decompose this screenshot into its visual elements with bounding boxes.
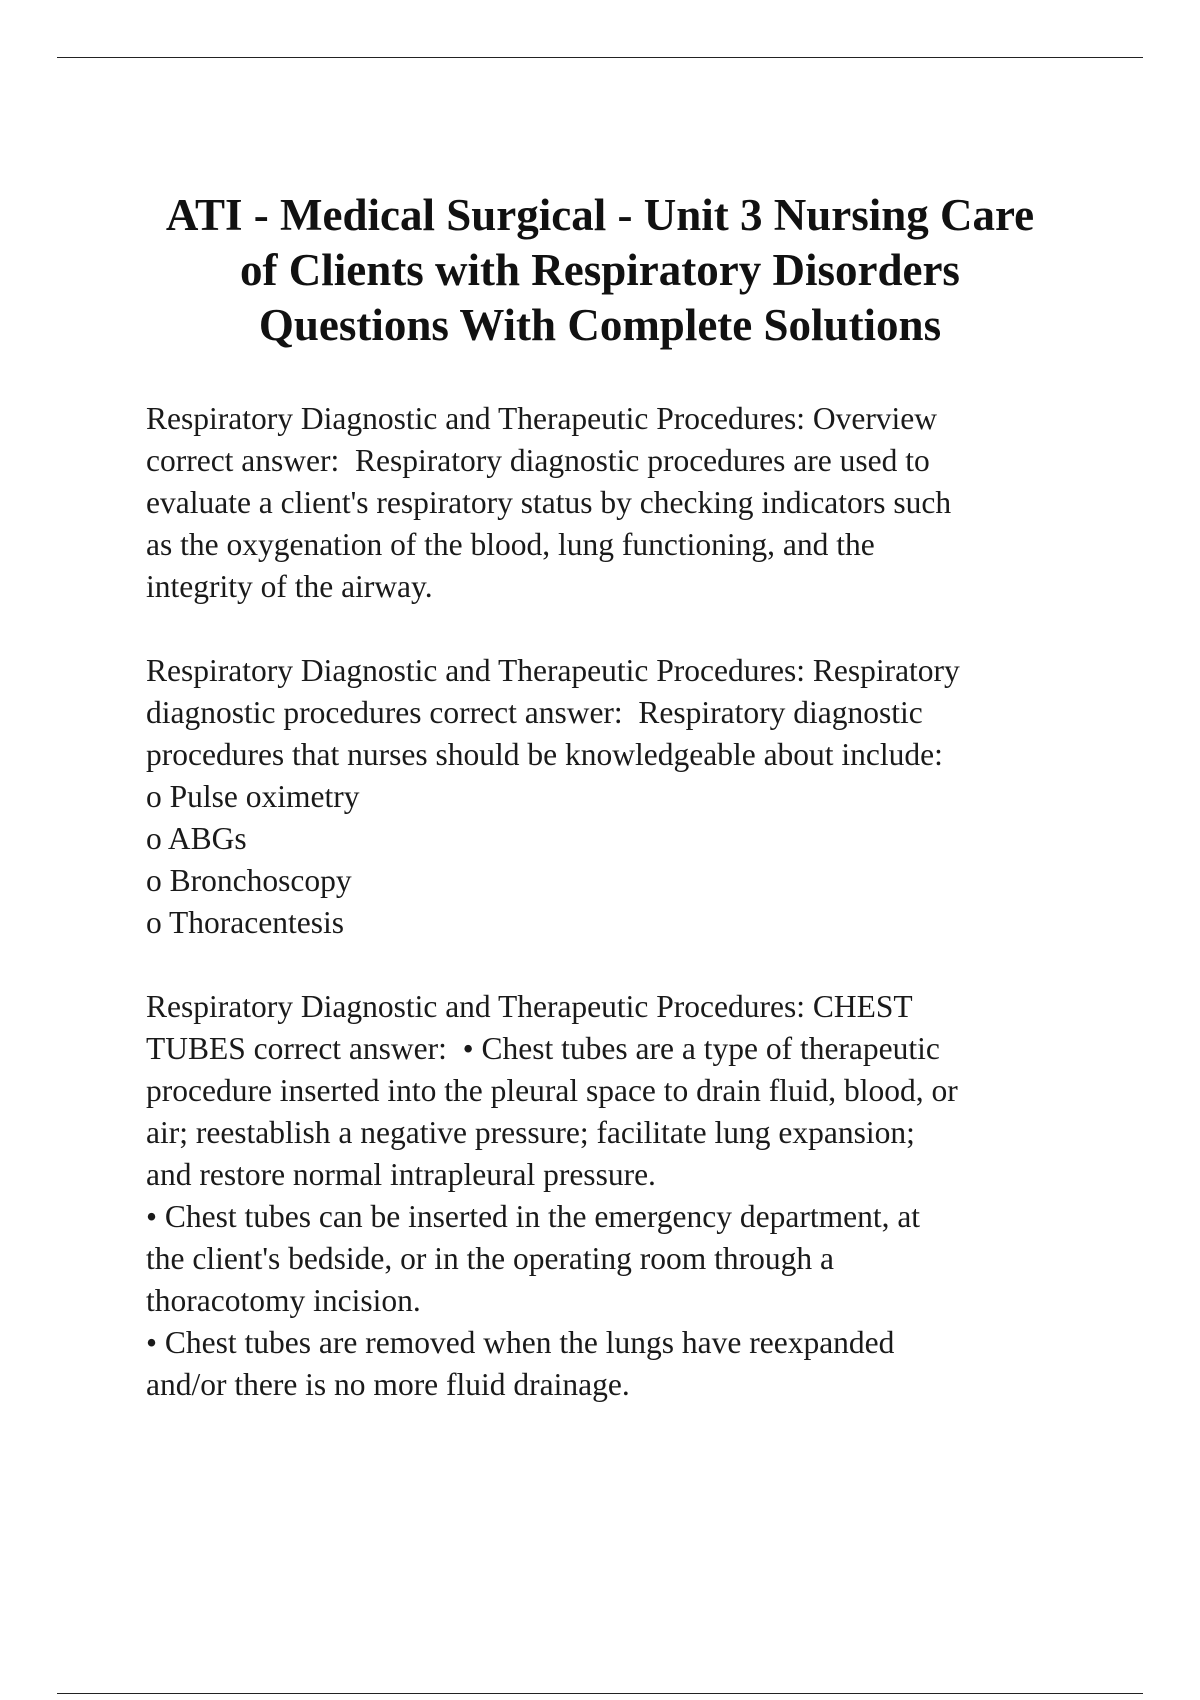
bottom-divider xyxy=(57,1693,1143,1694)
text-line: air; reestablish a negative pressure; facilitate lung expansion; xyxy=(146,1115,915,1150)
title-line: Questions With Complete Solutions xyxy=(258,300,942,350)
text-line: and/or there is no more fluid drainage. xyxy=(146,1367,630,1402)
text-line: procedure inserted into the pleural space to drain fluid, blood, or xyxy=(146,1073,958,1108)
text-line: integrity of the airway. xyxy=(146,569,433,604)
bullet-item: • Chest tubes are removed when the lungs have reexpanded xyxy=(146,1325,895,1360)
text-line: Respiratory Diagnostic and Therapeutic Procedures: Overview xyxy=(146,401,938,436)
text-line: Respiratory Diagnostic and Therapeutic Procedures: CHEST xyxy=(146,989,913,1024)
list-item: o Pulse oximetry xyxy=(146,779,360,814)
list-item: o Thoracentesis xyxy=(146,905,344,940)
text-line: procedures that nurses should be knowledgeable about include: xyxy=(146,737,943,772)
qa-block-chest-tubes xyxy=(146,986,1136,1406)
text-line: evaluate a client's respiratory status by checking indicators such xyxy=(146,485,952,520)
text-line: and restore normal intrapleural pressure. xyxy=(146,1157,656,1192)
qa-block-diagnostic-procedures xyxy=(146,650,1136,944)
text-line: thoracotomy incision. xyxy=(146,1283,421,1318)
title-line: ATI - Medical Surgical - Unit 3 Nursing Care xyxy=(165,190,1035,240)
text-line: Respiratory Diagnostic and Therapeutic Procedures: Respiratory xyxy=(146,653,960,688)
list-item: o Bronchoscopy xyxy=(146,863,352,898)
document-body xyxy=(146,398,1136,1448)
list-item: o ABGs xyxy=(146,821,247,856)
text-line: diagnostic procedures correct answer: Respiratory diagnostic xyxy=(146,695,923,730)
top-divider xyxy=(57,57,1143,58)
qa-block-overview xyxy=(146,398,1136,608)
bullet-item: • Chest tubes can be inserted in the emergency department, at xyxy=(146,1199,921,1234)
text-line: as the oxygenation of the blood, lung functioning, and the xyxy=(146,527,875,562)
title-line: of Clients with Respiratory Disorders xyxy=(240,245,960,295)
text-line: correct answer: Respiratory diagnostic procedures are used to xyxy=(146,443,930,478)
text-line: the client's bedside, or in the operating room through a xyxy=(146,1241,835,1276)
document-title xyxy=(100,188,1100,353)
text-line: TUBES correct answer: • Chest tubes are a type of therapeutic xyxy=(146,1031,940,1066)
